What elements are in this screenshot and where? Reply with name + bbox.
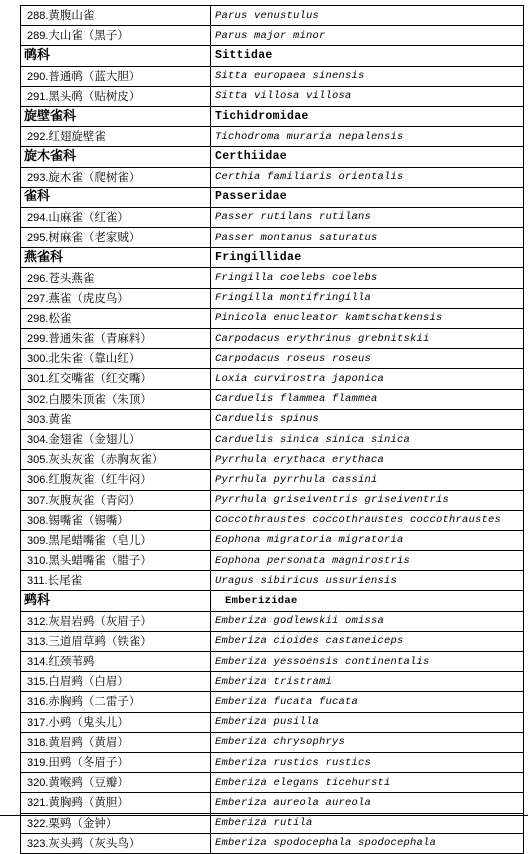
species-chinese-cell [21, 66, 211, 86]
species-number: 319. [27, 757, 49, 770]
species-chinese-cell [21, 530, 211, 550]
species-chinese-name: 白腰朱顶雀（朱顶） [48, 391, 152, 406]
species-number: 304. [27, 434, 49, 447]
species-latin-name: Coccothraustes coccothraustes coccothraustes [211, 510, 524, 530]
species-row [21, 530, 524, 550]
species-chinese-name: 黄喉鹀（豆瓣） [48, 775, 129, 790]
species-chinese-name: 树麻雀（老家贼） [48, 230, 141, 245]
species-number: 295. [27, 232, 49, 245]
species-number: 299. [27, 333, 49, 346]
species-chinese-cell [21, 26, 211, 46]
species-row [21, 652, 524, 672]
species-row [21, 631, 524, 651]
species-latin-name: Loxia curvirostra japonica [211, 369, 524, 389]
species-latin-name: Pyrrhula griseiventris griseiventris [211, 490, 524, 510]
species-row [21, 66, 524, 86]
species-chinese-cell [21, 813, 211, 833]
family-row [21, 591, 524, 611]
species-row [21, 369, 524, 389]
species-chinese-name: 三道眉草鹀（铁雀） [48, 633, 152, 648]
species-row [21, 793, 524, 813]
species-chinese-cell [21, 773, 211, 793]
species-chinese-name: 燕雀（虎皮鸟） [48, 290, 129, 305]
species-latin-name: Certhia familiaris orientalis [211, 167, 524, 187]
species-chinese-cell [21, 86, 211, 106]
species-latin-name: Emberiza chrysophrys [211, 732, 524, 752]
species-chinese-cell [21, 6, 211, 26]
species-number: 314. [27, 656, 49, 669]
species-chinese-cell [21, 349, 211, 369]
species-number: 297. [27, 292, 49, 305]
species-latin-name: Tichodroma muraria nepalensis [211, 127, 524, 147]
species-chinese-name: 灰眉岩鹀（灰眉子） [48, 613, 152, 628]
species-latin-name: Carduelis spinus [211, 409, 524, 429]
family-latin-name: Sittidae [211, 46, 524, 66]
species-number: 302. [27, 393, 49, 406]
species-latin-name: Emberiza spodocephala spodocephala [211, 833, 524, 853]
species-latin-name: Passer montanus saturatus [211, 228, 524, 248]
species-chinese-cell [21, 652, 211, 672]
species-row [21, 672, 524, 692]
species-chinese-cell [21, 510, 211, 530]
species-row [21, 571, 524, 591]
species-number: 291. [27, 90, 49, 103]
species-chinese-name: 赤胸鹀（二雷子） [48, 694, 141, 709]
family-latin-name: Emberizidae [211, 591, 524, 611]
species-latin-name: Carpodacus roseus roseus [211, 349, 524, 369]
family-row [21, 46, 524, 66]
species-chinese-cell [21, 833, 211, 853]
species-row [21, 833, 524, 853]
species-number: 293. [27, 171, 49, 184]
species-latin-name: Pinicola enucleator kamtschatkensis [211, 308, 524, 328]
species-chinese-name: 黑尾蜡嘴雀（皂儿） [48, 532, 152, 547]
species-number: 294. [27, 211, 49, 224]
family-latin-name: Passeridae [211, 187, 524, 207]
species-chinese-cell [21, 752, 211, 772]
species-table-body [21, 6, 524, 854]
species-latin-name: Emberiza elegans ticehursti [211, 773, 524, 793]
species-latin-name: Parus major minor [211, 26, 524, 46]
species-chinese-name: 金翅雀（金翅儿） [48, 432, 141, 447]
species-latin-name: Emberiza rustics rustics [211, 752, 524, 772]
species-chinese-name: 普通䴓（蓝大胆） [48, 68, 141, 83]
species-latin-name: Carduelis flammea flammea [211, 389, 524, 409]
species-row [21, 490, 524, 510]
species-chinese-cell [21, 631, 211, 651]
family-chinese-name: 雀科 [21, 187, 211, 207]
species-number: 296. [27, 272, 49, 285]
species-chinese-name: 黑头蜡嘴雀（腊子） [48, 553, 152, 568]
species-number: 307. [27, 494, 49, 507]
species-latin-name: Fringilla montifringilla [211, 288, 524, 308]
species-row [21, 752, 524, 772]
species-number: 318. [27, 736, 49, 749]
species-chinese-cell [21, 672, 211, 692]
species-latin-name: Carpodacus erythrinus grebnitskii [211, 329, 524, 349]
family-row [21, 147, 524, 167]
species-chinese-name: 白眉鹀（白眉） [48, 674, 129, 689]
species-chinese-cell [21, 470, 211, 490]
species-row [21, 6, 524, 26]
species-latin-name: Carduelis sinica sinica sinica [211, 429, 524, 449]
species-row [21, 470, 524, 490]
family-chinese-name: 鹀科 [21, 591, 211, 611]
species-chinese-cell [21, 329, 211, 349]
species-latin-name: Pyrrhula erythaca erythaca [211, 450, 524, 470]
family-row [21, 106, 524, 126]
species-number: 306. [27, 474, 49, 487]
species-latin-name: Emberiza cioides castaneiceps [211, 631, 524, 651]
species-chinese-name: 大山雀（黑子） [48, 28, 129, 43]
species-row [21, 389, 524, 409]
species-chinese-name: 栗鹀（金钟） [48, 815, 118, 830]
species-table [20, 5, 524, 854]
species-row [21, 429, 524, 449]
species-chinese-name: 北朱雀（靠山红） [48, 351, 141, 366]
family-latin-name: Tichidromidae [211, 106, 524, 126]
species-chinese-cell [21, 409, 211, 429]
species-chinese-name: 黄胸鹀（黄胆） [48, 795, 129, 810]
species-chinese-cell [21, 712, 211, 732]
species-latin-name: Parus venustulus [211, 6, 524, 26]
species-chinese-name: 苍头燕雀 [48, 270, 95, 285]
species-row [21, 207, 524, 227]
species-number: 322. [27, 817, 49, 830]
species-chinese-cell [21, 490, 211, 510]
species-number: 298. [27, 312, 49, 325]
species-number: 317. [27, 716, 49, 729]
family-row [21, 248, 524, 268]
species-number: 288. [27, 10, 49, 23]
species-row [21, 127, 524, 147]
species-number: 290. [27, 70, 49, 83]
species-chinese-name: 黑头䴓（贴树皮） [48, 88, 141, 103]
species-number: 301. [27, 373, 49, 386]
species-chinese-cell [21, 308, 211, 328]
page-bottom-rule [0, 815, 528, 816]
species-chinese-name: 灰腹灰雀（青闷） [48, 492, 141, 507]
species-chinese-cell [21, 268, 211, 288]
species-row [21, 86, 524, 106]
species-row [21, 409, 524, 429]
species-chinese-name: 长尾雀 [47, 573, 83, 588]
species-chinese-name: 灰头灰雀（赤胸灰雀） [48, 452, 164, 467]
species-chinese-name: 旋木雀（爬树雀） [48, 169, 141, 184]
family-latin-name: Fringillidae [211, 248, 524, 268]
species-latin-name: Emberiza godlewskii omissa [211, 611, 524, 631]
species-number: 313. [27, 635, 49, 648]
family-chinese-name: 旋壁雀科 [21, 106, 211, 126]
species-latin-name: Eophona personata magnirostris [211, 551, 524, 571]
species-row [21, 712, 524, 732]
species-chinese-cell [21, 389, 211, 409]
species-latin-name: Eophona migratoria migratoria [211, 530, 524, 550]
species-chinese-cell [21, 167, 211, 187]
species-chinese-name: 普通朱雀（青麻料） [48, 331, 152, 346]
species-latin-name: Pyrrhula pyrrhula cassini [211, 470, 524, 490]
species-chinese-name: 红翅旋壁雀 [48, 129, 106, 144]
species-chinese-cell [21, 288, 211, 308]
species-row [21, 450, 524, 470]
species-row [21, 510, 524, 530]
species-row [21, 228, 524, 248]
species-chinese-name: 红颈苇鹀 [48, 654, 95, 669]
species-chinese-cell [21, 611, 211, 631]
species-latin-name: Fringilla coelebs coelebs [211, 268, 524, 288]
species-row [21, 167, 524, 187]
species-row [21, 732, 524, 752]
species-chinese-name: 田鹀（冬眉子） [48, 755, 129, 770]
species-row [21, 268, 524, 288]
species-chinese-cell [21, 551, 211, 571]
species-chinese-name: 灰头鹀（灰头鸟） [48, 835, 141, 850]
species-latin-name: Emberiza aureola aureola [211, 793, 524, 813]
species-chinese-name: 黄雀 [48, 411, 72, 426]
document-sheet [20, 5, 523, 854]
species-chinese-cell [21, 207, 211, 227]
species-chinese-name: 黄眉鹀（黄眉） [48, 734, 129, 749]
species-chinese-name: 红腹灰雀（红牛闷） [48, 472, 152, 487]
species-row [21, 349, 524, 369]
species-latin-name: Emberiza pusilla [211, 712, 524, 732]
species-row [21, 551, 524, 571]
species-row [21, 813, 524, 833]
family-latin-name: Certhiidae [211, 147, 524, 167]
species-latin-name: Emberiza tristrami [211, 672, 524, 692]
species-number: 289. [27, 30, 49, 43]
species-row [21, 308, 524, 328]
family-chinese-name: 䴓科 [21, 46, 211, 66]
species-chinese-cell [21, 228, 211, 248]
species-chinese-cell [21, 450, 211, 470]
species-number: 320. [27, 777, 49, 790]
species-number: 316. [27, 696, 49, 709]
species-chinese-cell [21, 127, 211, 147]
species-number: 309. [27, 534, 49, 547]
species-row [21, 692, 524, 712]
species-number: 308. [27, 514, 49, 527]
species-number: 311. [27, 575, 48, 588]
species-row [21, 329, 524, 349]
species-row [21, 26, 524, 46]
species-number: 315. [27, 676, 49, 689]
species-chinese-cell [21, 732, 211, 752]
species-latin-name: Passer rutilans rutilans [211, 207, 524, 227]
species-chinese-cell [21, 692, 211, 712]
species-latin-name: Emberiza fucata fucata [211, 692, 524, 712]
species-number: 312. [27, 615, 49, 628]
species-latin-name: Uragus sibiricus ussuriensis [211, 571, 524, 591]
species-chinese-cell [21, 571, 211, 591]
species-row [21, 773, 524, 793]
species-number: 305. [27, 454, 49, 467]
species-number: 292. [27, 131, 49, 144]
species-latin-name: Emberiza rutila [211, 813, 524, 833]
species-latin-name: Sitta villosa villosa [211, 86, 524, 106]
species-number: 323. [27, 837, 49, 850]
species-latin-name: Sitta europaea sinensis [211, 66, 524, 86]
species-chinese-name: 黄腹山雀 [48, 8, 95, 23]
family-row [21, 187, 524, 207]
species-chinese-name: 松雀 [48, 310, 72, 325]
species-number: 321. [27, 797, 49, 810]
species-latin-name: Emberiza yessoensis continentalis [211, 652, 524, 672]
family-chinese-name: 旋木雀科 [21, 147, 211, 167]
species-chinese-cell [21, 429, 211, 449]
species-row [21, 288, 524, 308]
species-chinese-name: 红交嘴雀（红交嘴） [48, 371, 152, 386]
species-number: 303. [27, 413, 49, 426]
species-chinese-name: 山麻雀（红雀） [48, 209, 129, 224]
species-number: 300. [27, 353, 49, 366]
species-row [21, 611, 524, 631]
species-chinese-cell [21, 793, 211, 813]
species-number: 310. [27, 555, 49, 568]
family-chinese-name: 燕雀科 [21, 248, 211, 268]
species-chinese-name: 锡嘴雀（锡嘴） [48, 512, 129, 527]
species-chinese-name: 小鹀（鬼头儿） [48, 714, 129, 729]
species-chinese-cell [21, 369, 211, 389]
